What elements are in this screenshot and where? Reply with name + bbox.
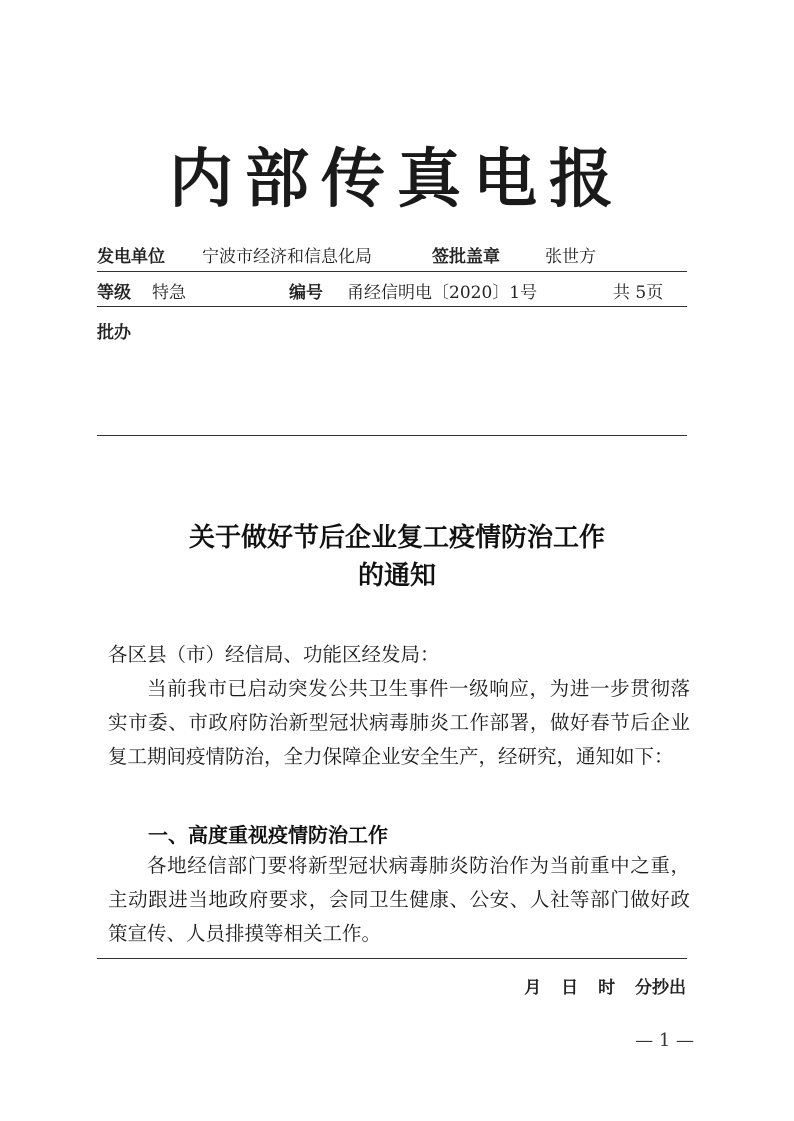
number-label: 编号 [289,283,323,303]
page-count: 共 5页 [613,283,664,303]
divider [97,271,687,272]
sender-label: 发电单位 [97,247,165,267]
sender-value: 宁波市经济和信息化局 [202,247,372,267]
level-label: 等级 [97,283,131,303]
section-paragraph: 各地经信部门要将新型冠状病毒肺炎防治作为当前重中之重，主动跟进当地政府要求，会同卫生健康、公安、人社等部门做好政策宣传、人员排摸等相关工作。 [108,854,690,945]
page-number: — 1 — [635,1030,694,1051]
sign-value: 张世方 [545,247,596,267]
section-heading: 一、高度重视疫情防治工作 [148,823,388,847]
number-value: 甬经信明电〔2020〕1号 [347,283,538,303]
approval-label: 批办 [97,323,131,343]
level-value: 特急 [152,283,186,303]
fax-header-title: 内部传真电报 [169,143,625,217]
intro-paragraph: 当前我市已启动突发公共卫生事件一级响应，为进一步贯彻落实市委、市政府防治新型冠状病毒肺炎工作部署，做好春节后企业复工期间疫情防治，全力保障企业安全生产，经研究，通知如下： [108,677,690,768]
footer-divider [97,958,687,959]
divider [97,435,687,436]
recipients-line: 各区县（市）经信局、功能区经发局： [108,643,440,666]
document-title-line2: 的通知 [357,561,436,591]
divider [97,306,687,307]
document-title-line1: 关于做好节后企业复工疫情防治工作 [188,523,605,553]
sign-label: 签批盖章 [432,247,500,267]
footer-timestamp-line: 月 日 时 分抄出 [524,978,686,998]
